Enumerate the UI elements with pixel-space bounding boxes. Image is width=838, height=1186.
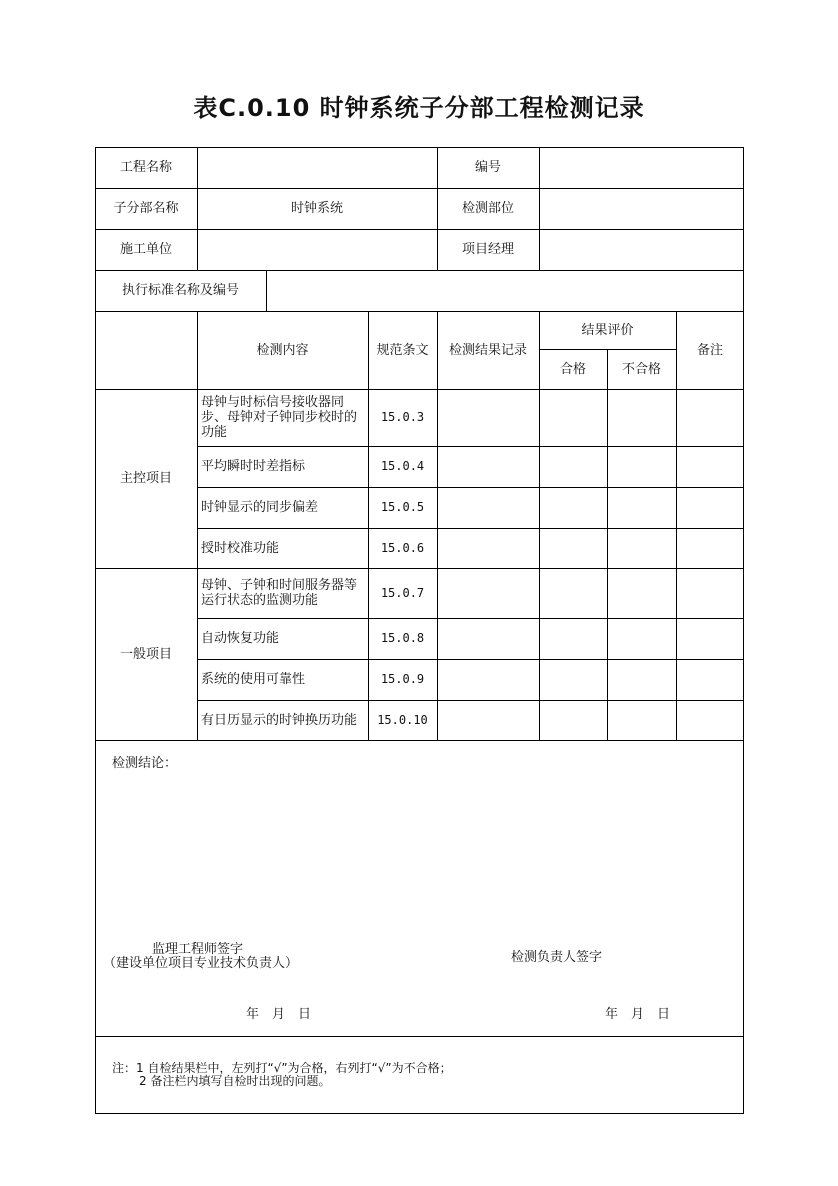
construction-unit-field[interactable]	[197, 229, 437, 270]
col-fail-header: 不合格	[621, 361, 661, 377]
note-line-2: 2 备注栏内填写自检时出现的问题。	[139, 1074, 331, 1088]
note-line-1: 注：1 自检结果栏中，左列打“√”为合格，右列打“√”为不合格；	[112, 1061, 452, 1075]
row-content: 时钟显示的同步偏差	[201, 500, 319, 515]
date-left: 年 月 日	[246, 1007, 312, 1022]
project-manager-label: 项目经理	[461, 242, 514, 257]
row-clause: 15.0.10	[377, 712, 428, 727]
project-name-field[interactable]	[197, 147, 437, 188]
inspection-part-field[interactable]	[539, 188, 744, 229]
row-clause: 15.0.3	[380, 410, 425, 424]
col-remark-header: 备注	[696, 342, 723, 358]
row-clause: 15.0.8	[380, 631, 425, 645]
row-clause: 15.0.4	[380, 459, 425, 473]
row-clause: 15.0.6	[380, 540, 425, 555]
standard-field[interactable]	[266, 270, 744, 311]
row-content: 有日历显示的时钟换历功能	[201, 712, 358, 728]
row-clause: 15.0.7	[380, 585, 425, 600]
subdivision-field[interactable]: 时钟系统	[290, 201, 343, 216]
row-content: 授时校准功能	[201, 540, 280, 556]
col-pass-header: 合格	[559, 361, 586, 377]
row-clause: 15.0.9	[380, 672, 425, 686]
standard-label: 执行标准名称及编号	[121, 283, 239, 298]
group-general-label: 一般项目	[119, 646, 172, 662]
row-clause: 15.0.5	[380, 500, 425, 514]
subdivision-label: 子分部名称	[113, 201, 179, 216]
date-right: 年 月 日	[605, 1007, 671, 1022]
row-content: 母钟、子钟和时间服务器等运行状态的监测功能	[201, 578, 358, 608]
supervisor-signature-label: 监理工程师签字	[152, 942, 244, 957]
col-evaluation-header: 结果评价	[581, 322, 634, 338]
inspector-signature-label: 检测负责人签字	[511, 950, 603, 965]
row-content: 平均瞬时时差指标	[201, 459, 306, 474]
supervisor-signature-sublabel: （建设单位项目专业技术负责人）	[103, 956, 299, 971]
group-main-label: 主控项目	[119, 471, 172, 486]
project-manager-field[interactable]	[539, 229, 744, 270]
col-clause-header: 规范条文	[376, 342, 429, 358]
page-title: 表C.0.10 时钟系统子分部工程检测记录	[193, 94, 645, 122]
row-content: 母钟与时标信号接收器同步、母钟对子钟同步校时的功能	[201, 395, 358, 440]
construction-unit-label: 施工单位	[119, 242, 172, 257]
number-label: 编号	[474, 160, 501, 175]
col-record-header: 检测结果记录	[448, 342, 527, 358]
number-field[interactable]	[539, 147, 744, 188]
col-content-header: 检测内容	[256, 342, 309, 358]
row-content: 自动恢复功能	[201, 631, 280, 646]
project-name-label: 工程名称	[119, 160, 172, 175]
inspection-part-label: 检测部位	[461, 201, 514, 216]
conclusion-label: 检测结论：	[112, 756, 178, 771]
row-content: 系统的使用可靠性	[201, 672, 306, 687]
